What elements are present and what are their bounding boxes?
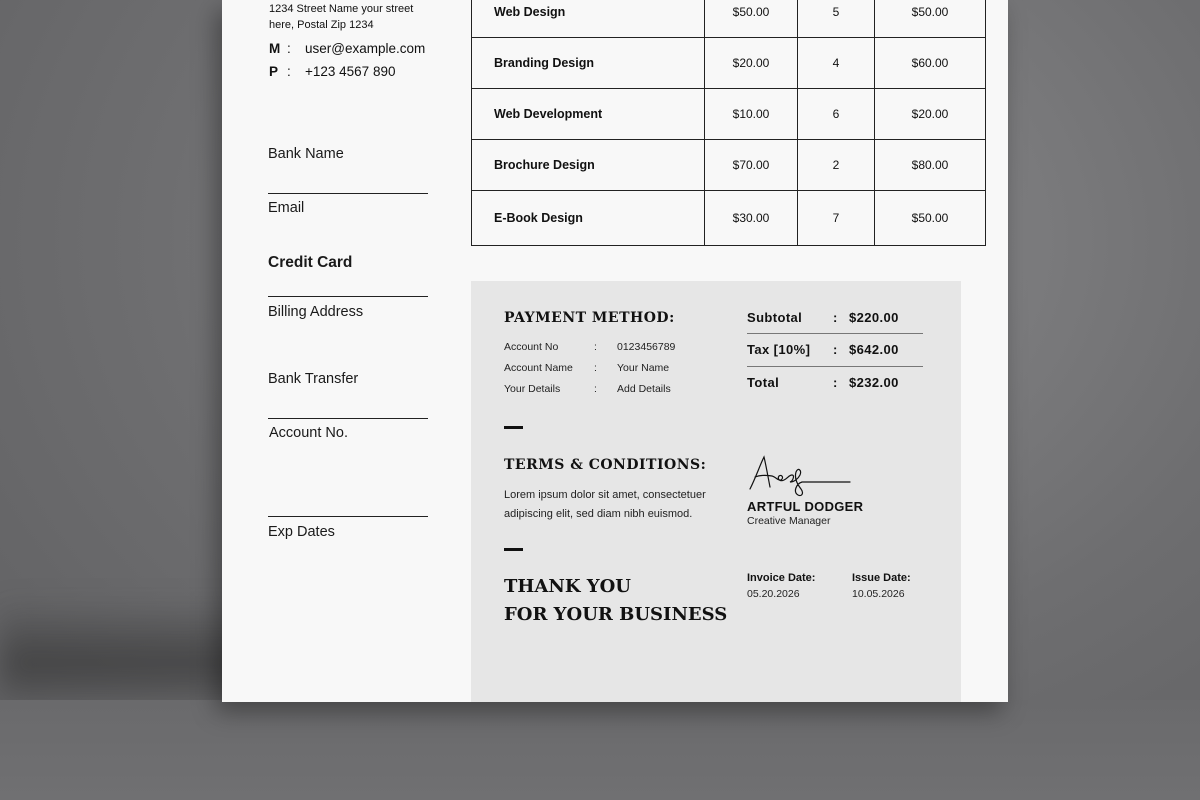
bank-name-line: [268, 193, 428, 194]
total-value: $232.00: [849, 375, 899, 390]
total-label: Total: [747, 375, 780, 390]
pm-account-name-label: Account Name: [504, 362, 573, 374]
phone-key: P: [269, 64, 279, 79]
account-no-line: [268, 516, 428, 517]
total-colon: :: [833, 375, 838, 390]
account-no-label: Account No.: [269, 425, 348, 441]
pm-details-label: Your Details: [504, 383, 561, 395]
item-total: $80.00: [875, 140, 986, 191]
item-total: $50.00: [875, 0, 986, 38]
item-total: $60.00: [875, 38, 986, 89]
bank-transfer-line: [268, 418, 428, 419]
table-row: [472, 89, 986, 140]
issue-date-value: 10.05.2026: [852, 588, 905, 600]
subtotal-value: $220.00: [849, 310, 899, 325]
item-price: $10.00: [705, 89, 798, 140]
invoice-date-value: 05.20.2026: [747, 588, 800, 600]
tax-row: [747, 342, 899, 357]
section-divider-dash: [504, 426, 523, 429]
invoice-date-label: Invoice Date:: [747, 572, 816, 584]
totals-divider: [747, 366, 923, 367]
items-table: [471, 0, 986, 246]
paper-shadow: [0, 600, 260, 710]
phone-colon: :: [287, 64, 291, 79]
pm-account-no-value: 0123456789: [617, 341, 676, 353]
mail-colon: :: [287, 41, 291, 56]
floor-surface: [0, 700, 1200, 800]
signature-image: [746, 451, 858, 499]
subtotal-label: Subtotal: [747, 310, 803, 325]
bank-name-label: Bank Name: [268, 146, 344, 162]
tax-label: Tax [10%]: [747, 342, 811, 357]
thank-you-line-1: THANK YOU: [504, 576, 631, 597]
contact-mail-row: [269, 41, 425, 56]
item-qty: 4: [798, 38, 875, 89]
payment-method-heading: PAYMENT METHOD:: [504, 310, 675, 326]
total-row: [747, 375, 899, 390]
item-price: $50.00: [705, 0, 798, 38]
address-line-1: 1234 Street Name your street: [269, 3, 414, 15]
thank-you-line-2: FOR YOUR BUSINESS: [504, 604, 728, 625]
tax-value: $642.00: [849, 342, 899, 357]
contact-phone-row: [269, 64, 395, 79]
totals-divider: [747, 333, 923, 334]
summary-panel: [471, 281, 961, 702]
item-qty: 6: [798, 89, 875, 140]
terms-line-1: Lorem ipsum dolor sit amet, consectetuer: [504, 489, 706, 501]
credit-card-line: [268, 296, 428, 297]
company-address: [269, 1, 413, 33]
item-qty: 5: [798, 0, 875, 38]
billing-address-label: Billing Address: [268, 304, 364, 320]
item-name: Branding Design: [472, 38, 705, 89]
item-price: $30.00: [705, 191, 798, 246]
pm-colon: :: [594, 362, 597, 374]
pm-account-no-label: Account No: [504, 341, 559, 353]
pm-account-name-value: Your Name: [617, 362, 670, 374]
signatory-title: Creative Manager: [747, 515, 831, 527]
item-name: Web Development: [472, 89, 705, 140]
signatory-name: ARTFUL DODGER: [747, 499, 864, 514]
table-row: [472, 140, 986, 191]
address-line-2: here, Postal Zip 1234: [269, 19, 374, 31]
terms-line-2: adipiscing elit, sed diam nibh euismod.: [504, 508, 693, 520]
credit-card-label: Credit Card: [268, 254, 353, 271]
item-name: Brochure Design: [472, 140, 705, 191]
bank-transfer-label: Bank Transfer: [268, 371, 359, 387]
pm-colon: :: [594, 341, 597, 353]
section-divider-dash: [504, 548, 523, 551]
item-name: E-Book Design: [472, 191, 705, 246]
issue-date-label: Issue Date:: [852, 572, 911, 584]
item-price: $20.00: [705, 38, 798, 89]
item-name: Web Design: [472, 0, 705, 38]
phone-value: +123 4567 890: [305, 64, 396, 79]
item-total: $20.00: [875, 89, 986, 140]
terms-heading: TERMS & CONDITIONS:: [504, 457, 707, 473]
table-row: [472, 38, 986, 89]
exp-dates-label: Exp Dates: [268, 524, 335, 540]
pm-details-value: Add Details: [617, 383, 671, 395]
table-row: [472, 0, 986, 38]
item-qty: 7: [798, 191, 875, 246]
subtotal-row: [747, 310, 899, 325]
email-label: Email: [268, 200, 305, 216]
item-price: $70.00: [705, 140, 798, 191]
invoice-paper: [222, 0, 1008, 702]
pm-colon: :: [594, 383, 597, 395]
item-total: $50.00: [875, 191, 986, 246]
mail-value[interactable]: user@example.com: [305, 41, 426, 56]
item-qty: 2: [798, 140, 875, 191]
subtotal-colon: :: [833, 310, 838, 325]
thank-you-message: [504, 573, 727, 629]
mail-key: M: [269, 41, 281, 56]
table-row: [472, 191, 986, 246]
tax-colon: :: [833, 342, 838, 357]
